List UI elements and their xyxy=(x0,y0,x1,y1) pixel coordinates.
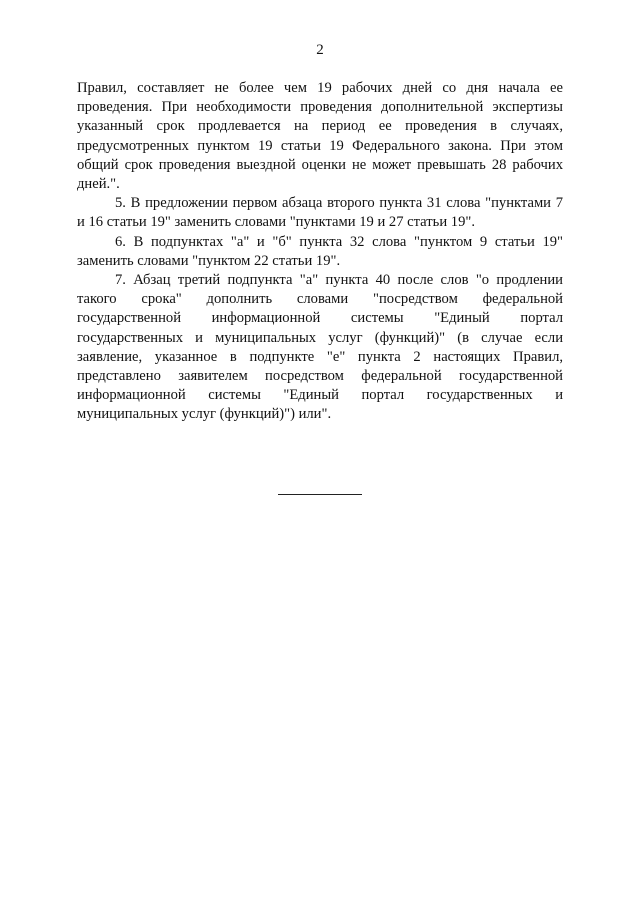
paragraph-item-6: 6. В подпунктах "а" и "б" пункта 32 слова "пунктом 9 статьи 19" заменить словами "пунктом 22 статьи 19". xyxy=(77,233,563,269)
document-body xyxy=(77,79,563,425)
page-number: 2 xyxy=(316,42,324,58)
end-divider-line xyxy=(278,494,362,495)
paragraph-item-7: 7. Абзац третий подпункта "а" пункта 40 после слов "о продлении такого срока" дополнить словами "посредством федеральной государственной информационной системы "Единый портал государственных и муниципальных услуг (функций)" (в случае если заявление, указанное в подпункте "е" пункта 2 настоящих Правил, представлено заявителем посредством федеральной государственной информационной системы "Единый портал государственных и муниципальных услуг (функций)") или". xyxy=(77,272,563,423)
paragraph-continuation: Правил, составляет не более чем 19 рабочих дней со дня начала ее проведения. При необходимости проведения дополнительной экспертизы указанный срок продлевается на период ее проведения в случаях, предусмотренных пунктом 19 статьи 19 Федерального закона. При этом общий срок проведения выездной оценки не может превышать 28 рабочих дней.". xyxy=(77,80,563,193)
paragraph-item-5: 5. В предложении первом абзаца второго пункта 31 слова "пунктами 7 и 16 статьи 19" заменить словами "пунктами 19 и 27 статьи 19". xyxy=(77,195,563,231)
